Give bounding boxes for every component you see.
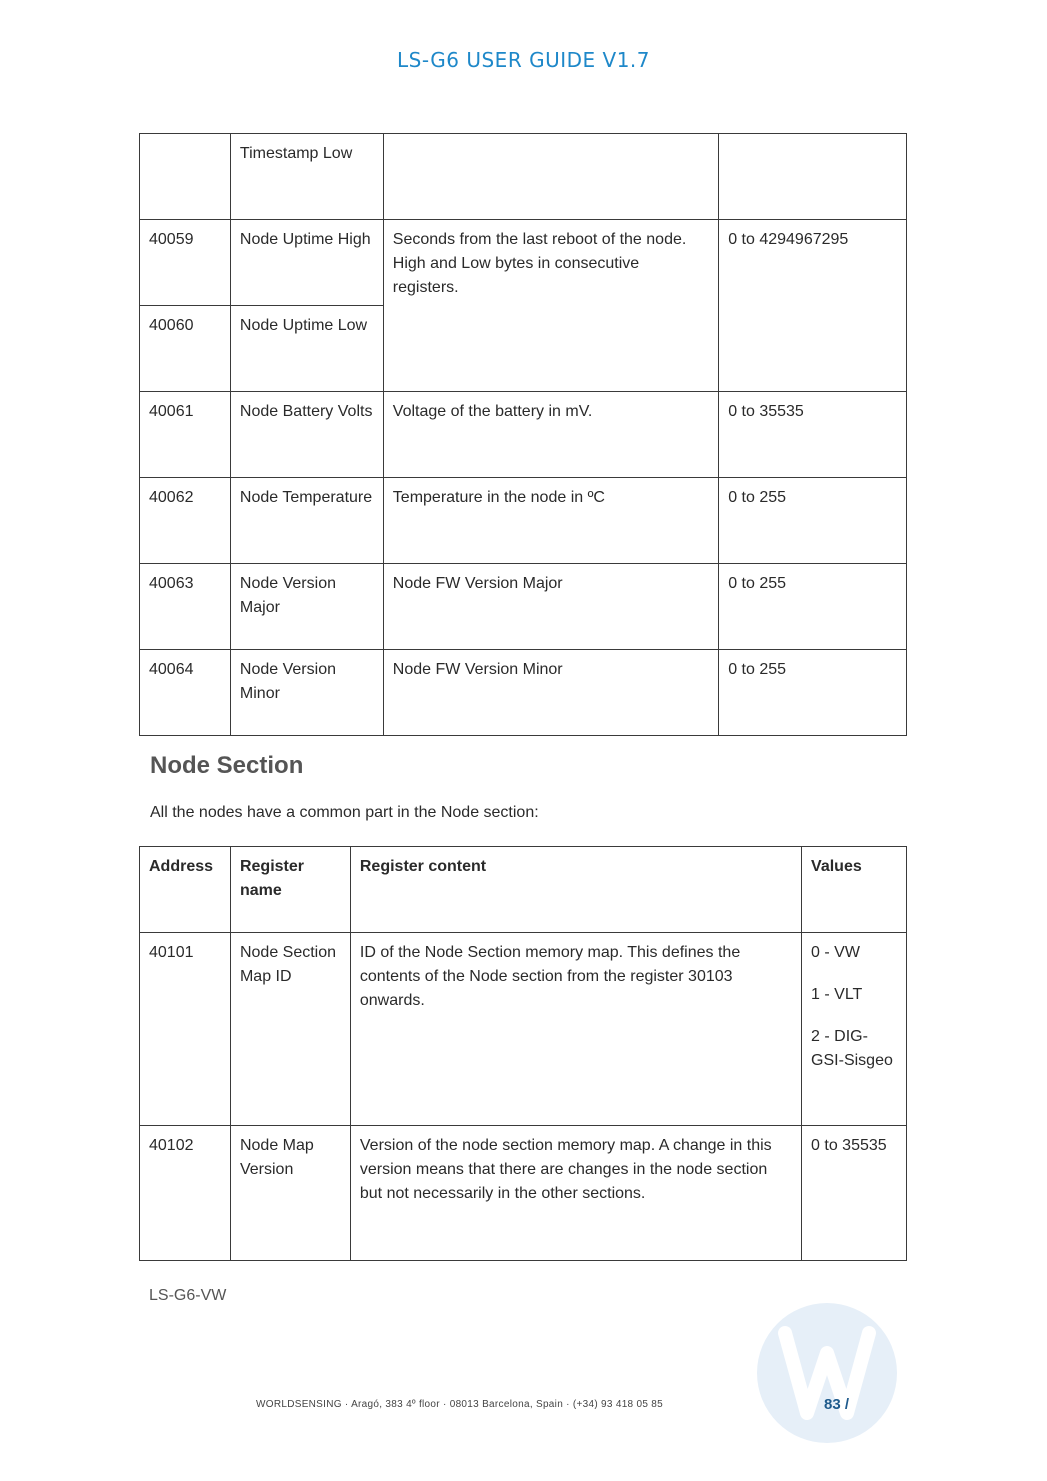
column-header-values: Values — [802, 847, 907, 933]
model-label: LS-G6-VW — [149, 1287, 227, 1304]
table-row — [140, 134, 907, 220]
values-cell: 0 to 4294967295 — [719, 220, 907, 392]
values-cell — [802, 1126, 907, 1261]
value-option: 0 to 35535 — [811, 1137, 887, 1154]
register-content-cell — [383, 134, 718, 220]
section-intro: All the nodes have a common part in the Node section: — [150, 804, 539, 821]
register-content-cell: ID of the Node Section memory map. This defines the contents of the Node section from the register 30103 onwards. — [350, 933, 801, 1126]
address-cell: 40059 — [140, 220, 231, 306]
register-name-cell: Node Uptime High — [230, 220, 383, 306]
table-row — [140, 650, 907, 736]
values-cell — [719, 134, 907, 220]
column-header-register-name: Register name — [230, 847, 350, 933]
values-cell: 0 to 255 — [719, 478, 907, 564]
register-content-cell: Seconds from the last reboot of the node. High and Low bytes in consecutive registers. — [383, 220, 718, 392]
address-cell: 40064 — [140, 650, 231, 736]
register-name-cell: Node Uptime Low — [230, 306, 383, 392]
section-heading: Node Section — [150, 752, 304, 779]
document-title: LS-G6 USER GUIDE V1.7 — [396, 48, 650, 72]
address-cell — [140, 134, 231, 220]
column-header-register-content: Register content — [350, 847, 801, 933]
register-name-cell: Node Version Major — [230, 564, 383, 650]
table-row — [140, 220, 907, 306]
table-row — [140, 933, 907, 1126]
value-option: 0 - VW — [811, 944, 860, 961]
address-cell: 40063 — [140, 564, 231, 650]
page-number: 83 / — [824, 1396, 850, 1413]
value-option: 1 - VLT — [811, 986, 863, 1003]
address-cell: 40101 — [140, 933, 231, 1126]
register-name-cell: Timestamp Low — [230, 134, 383, 220]
table-row — [140, 564, 907, 650]
table-row — [140, 478, 907, 564]
address-cell: 40061 — [140, 392, 231, 478]
table-header-row — [140, 847, 907, 933]
register-name-cell: Node Battery Volts — [230, 392, 383, 478]
values-cell: 0 to 35535 — [719, 392, 907, 478]
register-content-cell: Node FW Version Major — [383, 564, 718, 650]
register-name-cell: Node Section Map ID — [230, 933, 350, 1126]
address-cell: 40102 — [140, 1126, 231, 1261]
register-table-system — [139, 133, 907, 736]
register-name-cell: Node Temperature — [230, 478, 383, 564]
register-content-cell: Temperature in the node in ºC — [383, 478, 718, 564]
register-content-cell: Version of the node section memory map. A change in this version means that there are changes in the node section but not necessarily in the other sections. — [350, 1126, 801, 1261]
values-cell — [802, 933, 907, 1126]
column-header-address: Address — [140, 847, 231, 933]
register-content-cell: Node FW Version Minor — [383, 650, 718, 736]
table-row — [140, 392, 907, 478]
register-content-cell: Voltage of the battery in mV. — [383, 392, 718, 478]
footer-contact: WORLDSENSING · Aragó, 383 4º floor · 08013 Barcelona, Spain · (+34) 93 418 05 85 — [256, 1399, 664, 1410]
register-name-cell: Node Version Minor — [230, 650, 383, 736]
address-cell: 40062 — [140, 478, 231, 564]
address-cell: 40060 — [140, 306, 231, 392]
register-name-cell: Node Map Version — [230, 1126, 350, 1261]
values-cell: 0 to 255 — [719, 650, 907, 736]
register-table-node-section — [139, 846, 907, 1261]
value-option: 2 - DIG-GSI-Sisgeo — [811, 1028, 893, 1069]
table-row — [140, 1126, 907, 1261]
worldsensing-logo-watermark — [755, 1293, 900, 1448]
values-cell: 0 to 255 — [719, 564, 907, 650]
